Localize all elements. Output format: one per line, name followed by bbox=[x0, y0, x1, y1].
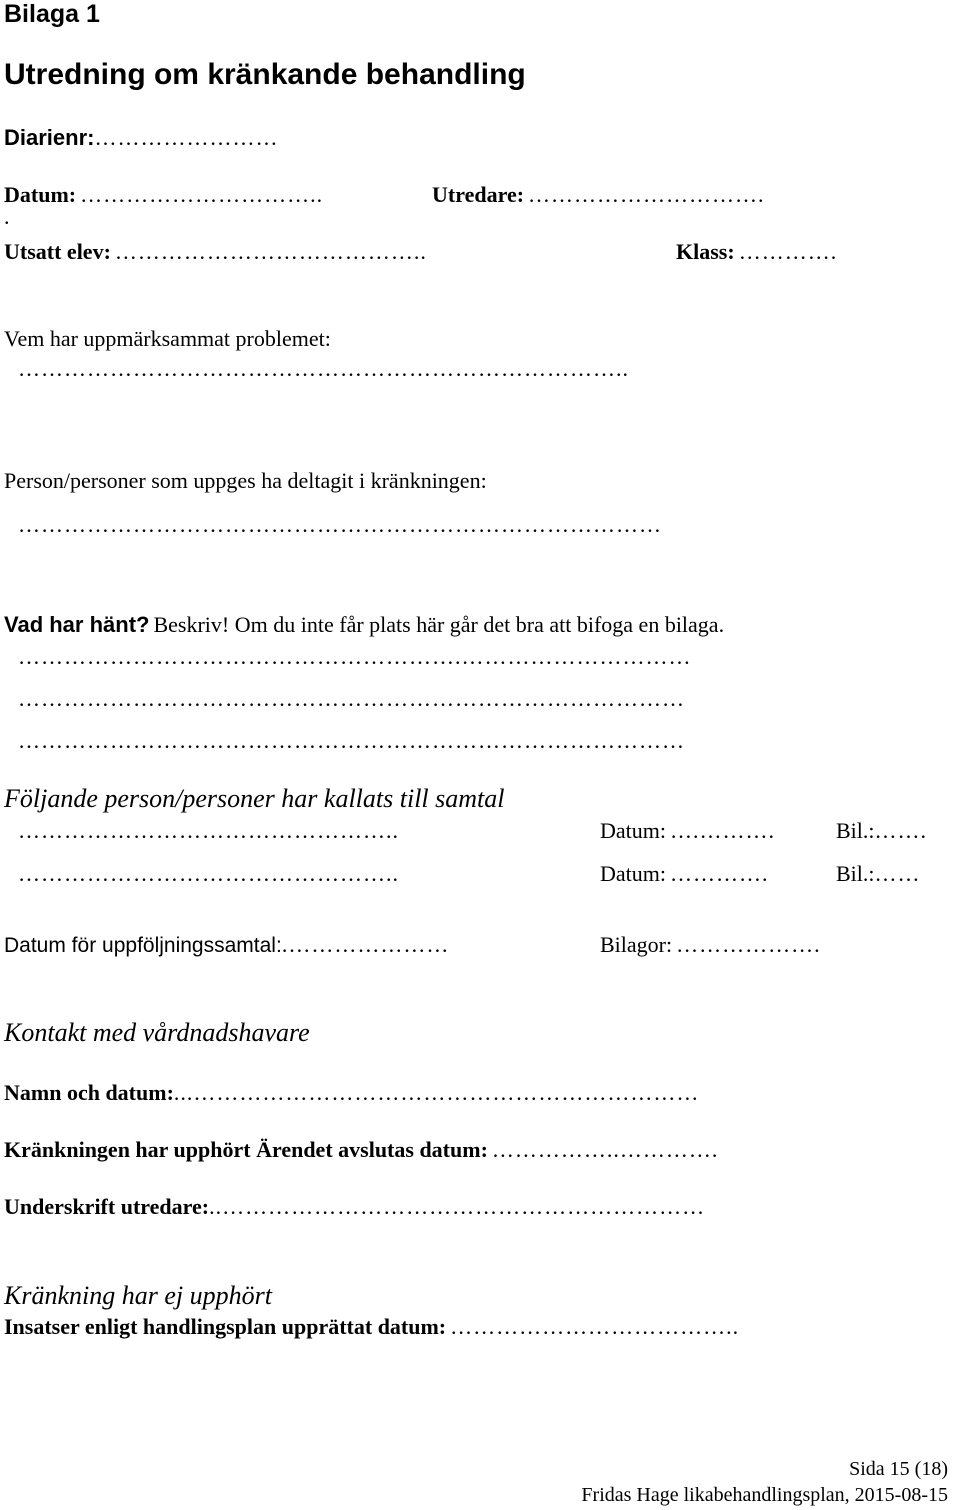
diarienr-field[interactable]: …………………… bbox=[94, 125, 279, 150]
upphort-field[interactable]: ……………..…………. bbox=[491, 1137, 719, 1162]
kontakt-heading: Kontakt med vårdnadshavare bbox=[4, 1018, 310, 1047]
appendix-label: Bilaga 1 bbox=[4, 0, 100, 28]
uppfoljning-field[interactable]: .………………… bbox=[281, 932, 450, 957]
uppfoljning-label: Datum för uppföljningssamtal: bbox=[4, 934, 282, 957]
samtal-row-1-datum bbox=[600, 818, 775, 844]
utsatt-field[interactable]: ………………………………….. bbox=[114, 239, 427, 264]
vem-label: Vem har uppmärksammat problemet: bbox=[4, 326, 331, 351]
samtal-heading: Följande person/personer har kallats till samtal bbox=[4, 784, 505, 813]
utredare-row bbox=[432, 182, 765, 208]
samtal-datum-label: Datum: bbox=[600, 861, 666, 886]
bilagor-label: Bilagor: bbox=[600, 932, 673, 957]
klass-field[interactable]: …………. bbox=[738, 239, 838, 264]
samtal-bil-field[interactable]: ……. bbox=[874, 818, 928, 843]
samtal-datum-field[interactable]: …………. bbox=[670, 861, 769, 886]
ej-upphort-heading: Kränkning har ej upphört bbox=[4, 1281, 272, 1310]
samtal-datum-label: Datum: bbox=[600, 818, 666, 843]
samtal-row-2-datum bbox=[600, 861, 769, 887]
datum-field[interactable]: ………………………….. bbox=[80, 182, 324, 207]
samtal-datum-field[interactable]: ….………. bbox=[670, 818, 775, 843]
page-title: Utredning om kränkande behandling bbox=[4, 58, 526, 91]
uppfoljning-row bbox=[4, 932, 449, 958]
underskrift-field[interactable]: ..……………………………………………………… bbox=[209, 1194, 706, 1219]
person-field[interactable]: ………………………………………………………………………… bbox=[18, 512, 662, 537]
namn-label: Namn och datum: bbox=[4, 1080, 174, 1105]
klass-row bbox=[676, 239, 837, 265]
utredare-field[interactable]: …………………………. bbox=[528, 182, 765, 207]
utredare-label: Utredare: bbox=[432, 182, 525, 207]
bilagor-row bbox=[600, 932, 821, 958]
underskrift-label: Underskrift utredare: bbox=[4, 1194, 210, 1219]
upphort-label: Kränkningen har upphört Ärendet avslutas datum: bbox=[4, 1137, 488, 1162]
vad-line-3[interactable]: …………………………………………………………………………… bbox=[18, 728, 685, 753]
document-footer: Fridas Hage likabehandlingsplan, 2015-08-15 bbox=[581, 1484, 948, 1506]
insatser-label: Insatser enligt handlingsplan upprättat datum: bbox=[4, 1314, 447, 1339]
samtal-bil-field[interactable]: …… bbox=[874, 861, 921, 886]
vad-label-rest: Beskriv! Om du inte får plats här går det bra att bifoga en bilaga. bbox=[153, 612, 725, 637]
diarienr-label: Diarienr: bbox=[4, 125, 95, 150]
samtal-row-1-bil bbox=[836, 818, 927, 844]
person-label: Person/personer som uppges ha deltagit i kränkningen: bbox=[4, 468, 487, 493]
underskrift-row bbox=[4, 1194, 705, 1220]
utredare-wrap: . bbox=[4, 204, 10, 229]
vem-field[interactable]: …………………………………………………………………….. bbox=[18, 356, 629, 381]
bilagor-field[interactable]: ………………. bbox=[676, 932, 821, 957]
datum-label: Datum: bbox=[4, 182, 77, 207]
samtal-bil-label: Bil.: bbox=[836, 861, 875, 886]
samtal-row-2-bil bbox=[836, 861, 921, 887]
utsatt-label: Utsatt elev: bbox=[4, 239, 111, 264]
samtal-bil-label: Bil.: bbox=[836, 818, 875, 843]
vad-row bbox=[4, 612, 724, 638]
datum-row bbox=[4, 182, 323, 208]
upphort-row bbox=[4, 1137, 718, 1163]
samtal-name-field-1[interactable]: ………………………………………….. bbox=[18, 818, 399, 843]
samtal-name-field-2[interactable]: ………………………………………….. bbox=[18, 861, 399, 886]
vad-line-1[interactable]: ………………………………………………….………………………… bbox=[18, 644, 692, 669]
diarienr-row bbox=[4, 125, 278, 151]
namn-row bbox=[4, 1080, 699, 1106]
utsatt-row bbox=[4, 239, 427, 265]
insatser-row bbox=[4, 1314, 739, 1340]
vad-line-2[interactable]: …………………………………………………………………………… bbox=[18, 686, 685, 711]
namn-field[interactable]: ...………………………………………………………… bbox=[173, 1080, 700, 1105]
page-number: Sida 15 (18) bbox=[849, 1458, 948, 1480]
vad-label-bold: Vad har hänt? bbox=[4, 612, 150, 637]
insatser-field[interactable]: ……………………………….. bbox=[450, 1314, 740, 1339]
klass-label: Klass: bbox=[676, 239, 735, 264]
